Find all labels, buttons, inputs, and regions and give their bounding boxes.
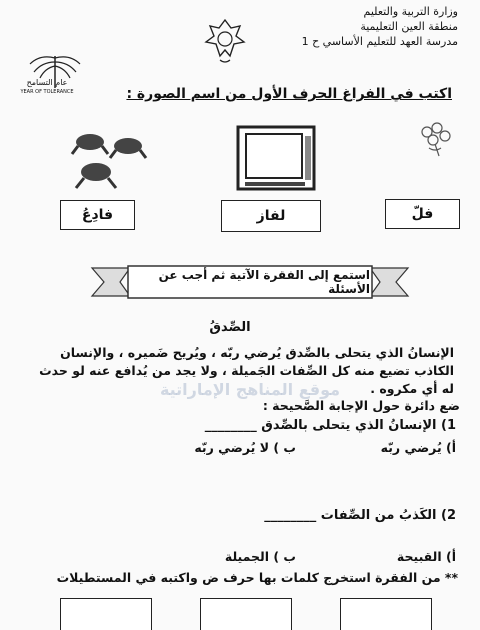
tv-word-box[interactable]: لفاز bbox=[221, 200, 321, 232]
answer-box-2[interactable] bbox=[200, 598, 292, 630]
banner-title: استمع إلى الفقرة الآتية ثم أجب عن الأسئلة bbox=[158, 268, 370, 296]
question-2: 2) الكَذبُ من الصِّفات ________ bbox=[264, 508, 456, 523]
q1-option-a[interactable]: أ) يُرضي ربّه bbox=[380, 440, 456, 455]
television-icon bbox=[235, 122, 317, 194]
answer-box-3[interactable] bbox=[340, 598, 432, 630]
tolerance-en-label: YEAR OF TOLERANCE bbox=[20, 89, 74, 95]
story-title: الصِّدقُ bbox=[209, 320, 251, 335]
school-line: مدرسة العهد للتعليم الأساسي ح 1 bbox=[301, 35, 458, 48]
q2-option-a[interactable]: أ) القبيحة bbox=[396, 549, 456, 564]
instruction-heading: اكتب في الفراغ الحرف الأول من اسم الصورة : bbox=[126, 86, 452, 102]
ministry-line: وزارة التربية والتعليم bbox=[363, 5, 458, 18]
uae-emblem-icon bbox=[200, 16, 250, 66]
school-info bbox=[288, 4, 458, 49]
district-line: منطقة العين التعليمية bbox=[360, 20, 458, 33]
q1-option-b[interactable]: ب ) لا يُرضي ربّه bbox=[194, 440, 296, 455]
flower-word-box[interactable]: فلّ bbox=[385, 199, 460, 229]
question-3: ** من الفقرة استخرج كلمات بها حرف ض واكتبه في المستطيلات bbox=[56, 570, 458, 585]
watermark: موقع المناهج الإماراتية bbox=[159, 380, 341, 399]
flower-icon bbox=[405, 118, 465, 158]
answer-box-1[interactable] bbox=[60, 598, 152, 630]
question-1: 1) الإنسانُ الذي يتحلى بالصِّدق ________ bbox=[204, 418, 456, 433]
frog-icon bbox=[62, 122, 152, 194]
tolerance-ar-label: عام التسامح bbox=[26, 78, 68, 87]
questions-heading: ضع دائرة حول الإجابة الصَّحيحة : bbox=[262, 398, 460, 413]
q2-option-b[interactable]: ب ) الجميلة bbox=[224, 549, 296, 564]
story-paragraph: الإنسانُ الذي يتحلى بالصِّدق يُرضي ربّه ، ويُريح ضَميره ، والإنسان الكاذب تضيع منه كل الصِّفات الجَميلة ، ولا يجد من يُدافع عنه لو حدث له أي مكروه . bbox=[39, 345, 454, 396]
frog-word-box[interactable]: فادِعُ bbox=[60, 200, 135, 230]
